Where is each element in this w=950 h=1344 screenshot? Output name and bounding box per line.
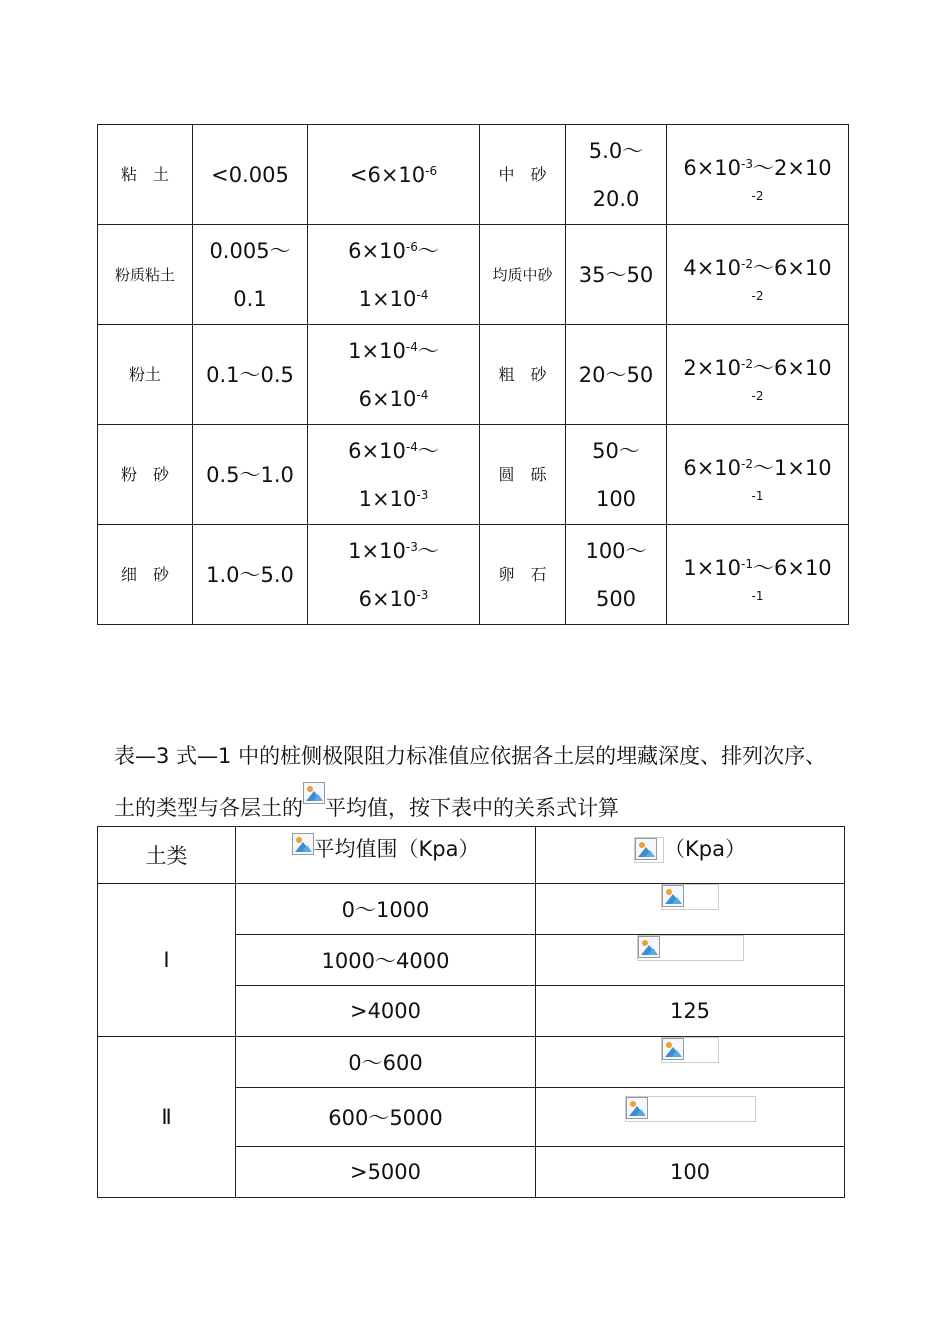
broken-image-icon — [625, 1096, 756, 1122]
table-row — [98, 1037, 845, 1088]
soil-name: 粉土 — [98, 325, 193, 425]
grain-size: <0.005 — [193, 125, 308, 225]
soil-name-2: 圆 砾 — [480, 425, 566, 525]
soil-class-label: Ⅱ — [98, 1037, 236, 1198]
range-cell: 1000～4000 — [236, 935, 536, 986]
value-cell — [536, 1037, 845, 1088]
table-row — [98, 884, 845, 935]
value-cell: 100 — [536, 1147, 845, 1198]
permeability-2: $6\times 10^{-3}\sim 2\times 10$ -2 — [667, 125, 849, 225]
table-row — [98, 525, 849, 625]
body-paragraph: 表—3 式—1 中的桩侧极限阻力标准值应依据各土层的埋藏深度、排列次序、土的类型与各层土的 平均值，按下表中的关系式计算 — [114, 744, 827, 820]
broken-image-icon — [292, 833, 314, 855]
header-avg-range: 平均值围（Kpa） — [236, 827, 536, 884]
value-cell — [536, 884, 845, 935]
grain-size-2: 5.0～20.0 — [566, 125, 667, 225]
resistance-table — [97, 826, 845, 1198]
range-cell: 600～5000 — [236, 1088, 536, 1147]
table-row — [98, 125, 849, 225]
table-row — [98, 225, 849, 325]
broken-image-icon — [637, 935, 744, 961]
permeability: $6\times 10^{-6}\sim$ $1\times 10^{-4}$ — [308, 225, 480, 325]
grain-size: 1.0～5.0 — [193, 525, 308, 625]
broken-image-icon — [634, 837, 664, 863]
range-cell: 0～1000 — [236, 884, 536, 935]
range-cell: 0～600 — [236, 1037, 536, 1088]
header-value: （Kpa） — [536, 827, 845, 884]
grain-size-2: 50～100 — [566, 425, 667, 525]
soil-name-2: 均质中砂 — [480, 225, 566, 325]
permeability-2: $4\times 10^{-2}\sim 6\times 10$ -2 — [667, 225, 849, 325]
soil-name-2: 粗 砂 — [480, 325, 566, 425]
soil-name-2: 卵 石 — [480, 525, 566, 625]
broken-image-icon — [661, 884, 719, 910]
grain-size-2: 20～50 — [566, 325, 667, 425]
soil-name: 粘 土 — [98, 125, 193, 225]
permeability: $1\times 10^{-3}\sim$ $6\times 10^{-3}$ — [308, 525, 480, 625]
permeability: $6\times 10^{-4}\sim$ $1\times 10^{-3}$ — [308, 425, 480, 525]
value-cell: 125 — [536, 986, 845, 1037]
soil-grain-table — [97, 124, 849, 625]
permeability: $<6\times 10^{-6}$ — [308, 125, 480, 225]
range-cell: >4000 — [236, 986, 536, 1037]
permeability-2: $1\times 10^{-1}\sim 6\times 10$ -1 — [667, 525, 849, 625]
table-row — [98, 325, 849, 425]
grain-size: 0.1～0.5 — [193, 325, 308, 425]
permeability: $1\times 10^{-4}\sim$ $6\times 10^{-4}$ — [308, 325, 480, 425]
soil-name-2: 中 砂 — [480, 125, 566, 225]
header-soil-type: 土类 — [98, 827, 236, 884]
broken-image-icon — [303, 782, 325, 804]
table-header-row — [98, 827, 845, 884]
grain-size-2: 100～500 — [566, 525, 667, 625]
broken-image-icon — [661, 1037, 719, 1063]
range-cell: >5000 — [236, 1147, 536, 1198]
soil-name: 粉 砂 — [98, 425, 193, 525]
soil-name: 粉质粘土 — [98, 225, 193, 325]
grain-size-2: 35～50 — [566, 225, 667, 325]
permeability-2: $2\times 10^{-2}\sim 6\times 10$ -2 — [667, 325, 849, 425]
value-cell — [536, 935, 845, 986]
permeability-2: $6\times 10^{-2}\sim 1\times 10$ -1 — [667, 425, 849, 525]
value-cell — [536, 1088, 845, 1147]
soil-class-label: Ⅰ — [98, 884, 236, 1037]
table-row — [98, 425, 849, 525]
soil-name: 细 砂 — [98, 525, 193, 625]
grain-size: 0.5～1.0 — [193, 425, 308, 525]
grain-size: 0.005～0.1 — [193, 225, 308, 325]
